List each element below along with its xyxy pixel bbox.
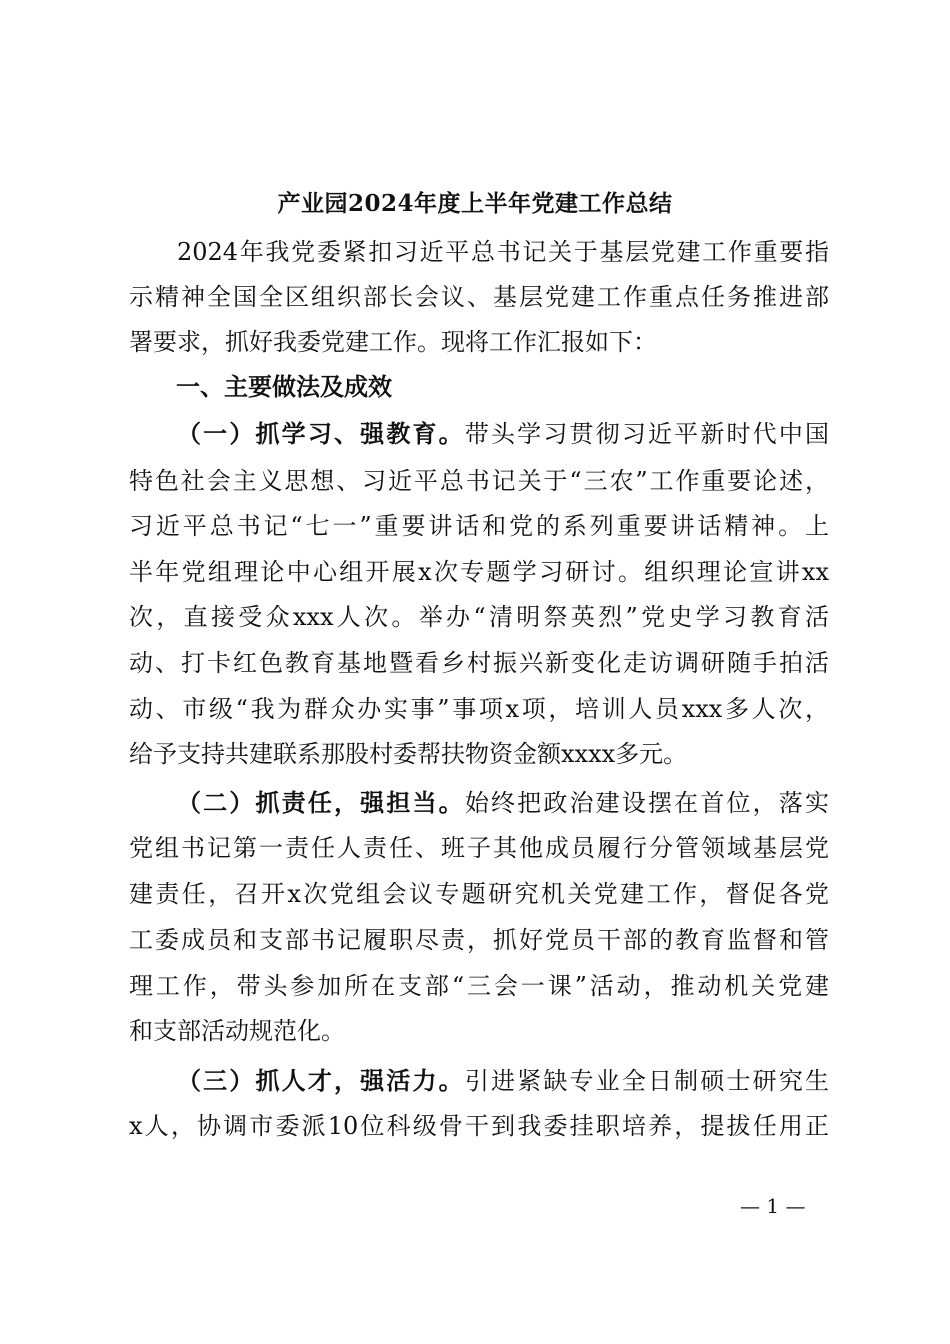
intro-line-1: 2024年我党委紧扣习近平总书记关于基层党建工作重要指 (177, 238, 829, 266)
p2-lead: （二）抓责任，强担当。 (177, 788, 465, 817)
p3-first-line (177, 1058, 829, 1104)
p3-first-rest: 引进紧缺专业全日制硕士研究生 (464, 1067, 829, 1095)
p2-first-line (177, 780, 829, 826)
intro-line-2: 示精神全国全区组织部长会议、基层党建工作重点任务推进部 (129, 283, 829, 311)
p2-line: 工委成员和支部书记履职尽责，抓好党员干部的教育监督和管 (129, 926, 829, 954)
p2-line: 党组书记第一责任人责任、班子其他成员履行分管领域基层党 (129, 834, 829, 862)
p3-lead: （三）抓人才，强活力。 (177, 1066, 465, 1095)
intro-line-3: 署要求，抓好我委党建工作。现将工作汇报如下： (129, 328, 657, 356)
p2-first-rest: 始终把政治建设摆在首位，落实 (464, 789, 829, 817)
document-title: 产业园2024年度上半年党建工作总结 (277, 190, 673, 217)
p1-line: 动、市级“我为群众办实事”事项x项，培训人员xxx多人次， (129, 695, 829, 723)
section-heading: 一、主要做法及成效 (176, 372, 392, 401)
page-number: — 1 — (740, 1194, 806, 1218)
p1-line: 次，直接受众xxx人次。举办“清明祭英烈”党史学习教育活 (129, 603, 829, 631)
p2-line: 建责任，召开x次党组会议专题研究机关党建工作，督促各党 (129, 880, 829, 908)
p3-line: x人，协调市委派10位科级骨干到我委挂职培养，提拔任用正 (129, 1112, 829, 1140)
p1-first-rest: 带头学习贯彻习近平新时代中国 (464, 420, 829, 448)
p1-lead: （一）抓学习、强教育。 (177, 419, 465, 448)
p1-line: 给予支持共建联系那股村委帮扶物资金额xxxx多元。 (129, 740, 688, 768)
p1-line: 半年党组理论中心组开展x次专题学习研讨。组织理论宣讲xx (129, 558, 829, 586)
p1-first-line (177, 411, 829, 457)
p2-line: 和支部活动规范化。 (129, 1017, 345, 1045)
p1-line: 特色社会主义思想、习近平总书记关于“三农”工作重要论述， (129, 467, 829, 495)
p1-line: 动、打卡红色教育基地暨看乡村振兴新变化走访调研随手拍活 (129, 649, 829, 677)
p1-line: 习近平总书记“七一”重要讲话和党的系列重要讲话精神。上 (129, 512, 829, 540)
p2-line: 理工作，带头参加所在支部“三会一课”活动，推动机关党建 (129, 972, 829, 1000)
